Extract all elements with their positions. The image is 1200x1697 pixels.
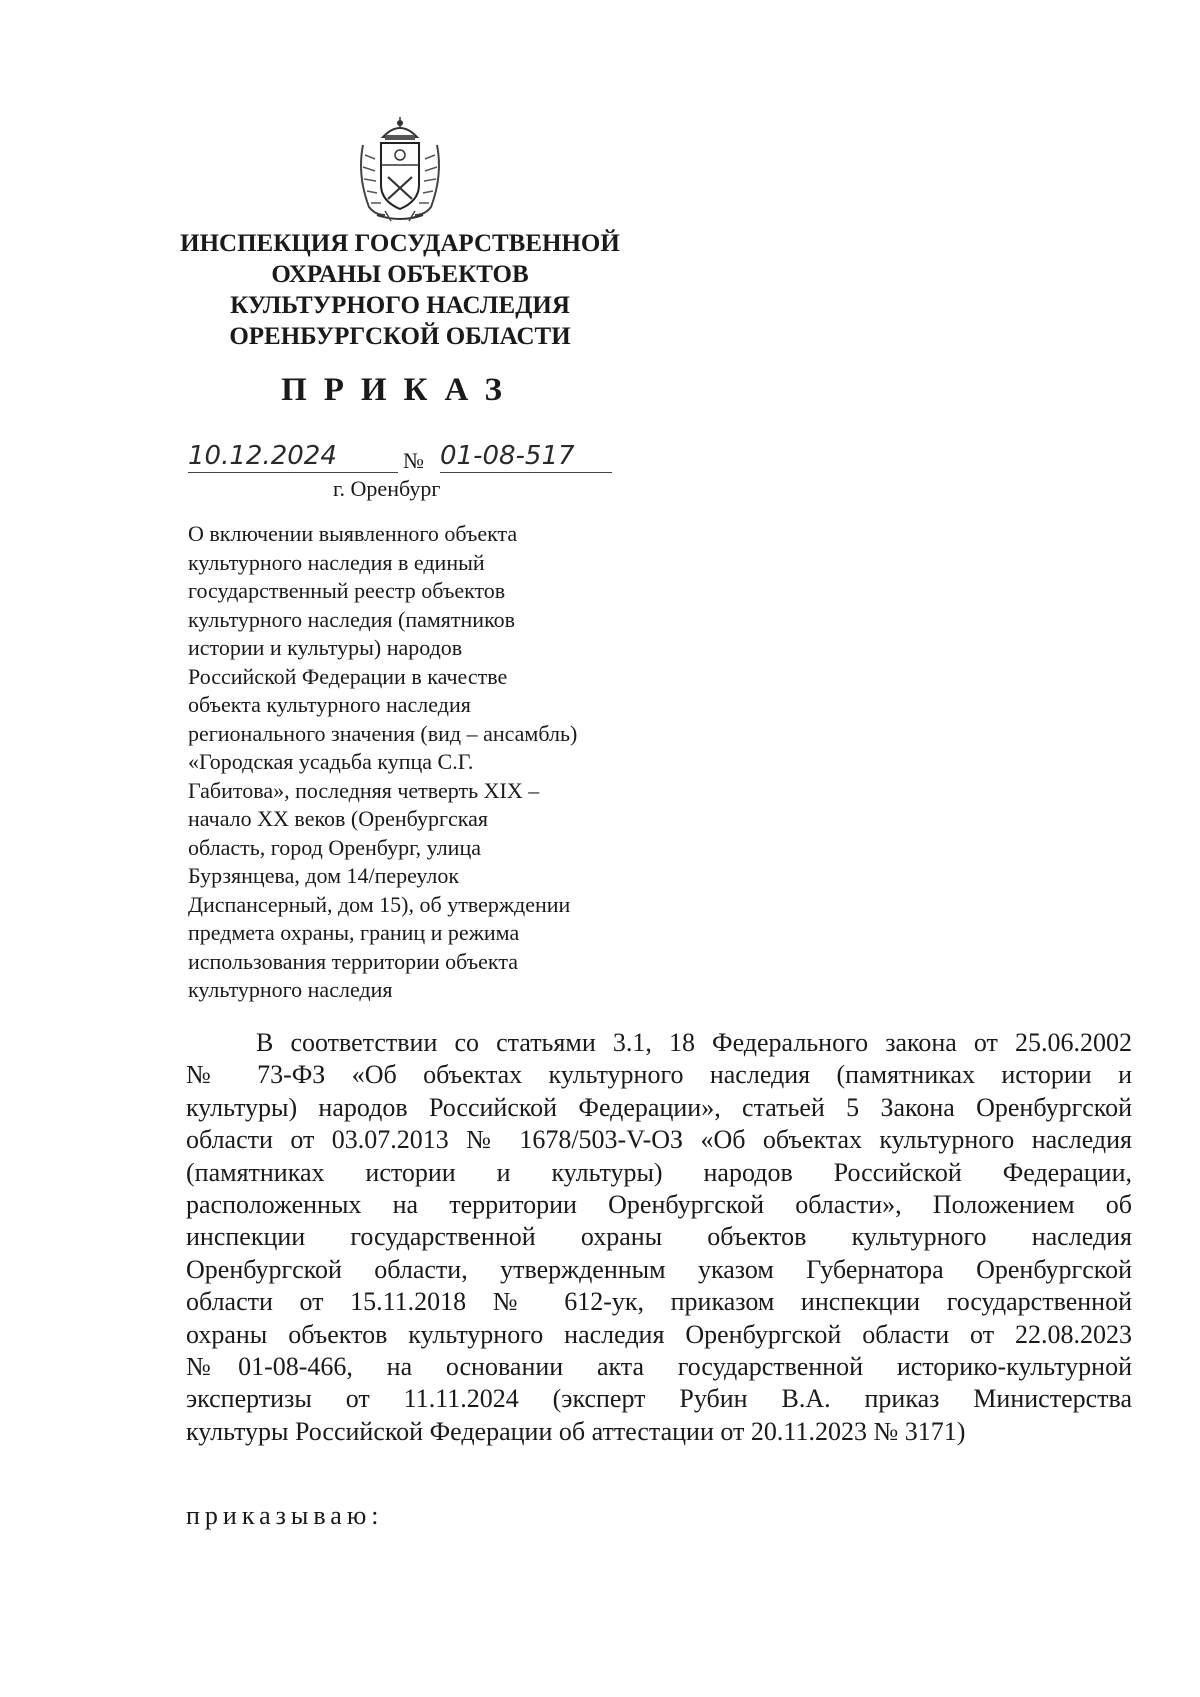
coat-of-arms-emblem [355, 115, 445, 223]
subject-line: государственный реестр объектов [188, 578, 506, 603]
subject-line: культурного наследия [188, 977, 393, 1002]
preamble-line: Оренбургской области, утвержденным указом Губернатора Оренбургской [186, 1254, 1132, 1284]
preamble-paragraph [186, 1027, 1132, 1448]
preamble-line: области от 15.11.2018 № 612-ук, приказом инспекции государственной [186, 1287, 1132, 1317]
subject-line: культурного наследия (памятников [188, 606, 516, 632]
preamble-line: № 73-ФЗ «Об объектах культурного наследия (памятниках истории и [186, 1060, 1132, 1090]
preamble-line: области от 03.07.2013 № 1678/503-V-ОЗ «Об объектах культурного наследия [186, 1125, 1132, 1155]
subject-line: О включении выявленного объекта [188, 521, 518, 546]
organization-line: ОХРАНЫ ОБЪЕКТОВ [271, 261, 529, 288]
subject-line: начало XX веков (Оренбургская [188, 806, 489, 831]
subject-line: Диспансерный, дом 15), об утверждении [188, 891, 571, 917]
preamble-line: инспекции государственной охраны объектов культурного наследия [186, 1222, 1132, 1252]
city-line: г. Оренбург [333, 476, 441, 501]
subject-line: Бурзянцева, дом 14/переулок [188, 863, 460, 888]
subject-line: истории и культуры) народов [188, 635, 463, 660]
subject-line: предмета охраны, границ и режима [188, 920, 520, 945]
order-subject [188, 520, 638, 1005]
organization-line: ИНСПЕКЦИЯ ГОСУДАРСТВЕННОЙ [180, 230, 620, 257]
subject-line: культурного наследия в единый [188, 549, 485, 575]
preamble-line: культуры) народов Российской Федерации», статьей 5 Закона Оренбургской [186, 1092, 1132, 1122]
subject-line: объекта культурного наследия [188, 692, 471, 717]
number-sign: № [403, 448, 424, 473]
preamble-line: №01-08-466, на основании акта государственной историко-культурной [186, 1352, 1132, 1382]
order-date: 10.12.2024 [188, 440, 398, 473]
subject-line: Габитова», последняя четверть XIX – [188, 777, 540, 803]
preamble-line: охраны объектов культурного наследия Оренбургской области от 22.08.2023 [186, 1319, 1132, 1349]
order-directive: приказываю: [186, 1501, 384, 1530]
preamble-line: В соответствии со статьями 3.1, 18 Федерального закона от 25.06.2002 [256, 1028, 1132, 1057]
subject-line: область, город Оренбург, улица [188, 834, 481, 860]
preamble-line: экспертизы от 11.11.2024 (эксперт Рубин В.А. приказ Министерства [186, 1384, 1132, 1414]
organization-line: ОРЕНБУРГСКОЙ ОБЛАСТИ [229, 323, 571, 350]
order-number: 01-08-517 [440, 440, 612, 473]
preamble-line: расположенных на территории Оренбургской области», Положением об [186, 1190, 1132, 1220]
preamble-line: (памятниках истории и культуры) народов Российской Федерации, [186, 1157, 1132, 1187]
organization-line: КУЛЬТУРНОГО НАСЛЕДИЯ [230, 292, 570, 319]
organization-name [180, 228, 620, 352]
subject-line: «Городская усадьба купца С.Г. [188, 749, 474, 774]
subject-line: Российской Федерации в качестве [188, 663, 508, 689]
subject-line: использования территории объекта [188, 948, 518, 974]
subject-line: регионального значения (вид – ансамбль) [188, 720, 578, 746]
document-type-title: ПРИКАЗ [281, 372, 519, 408]
preamble-line: культуры Российской Федерации об аттестации от 20.11.2023 № 3171) [186, 1416, 966, 1446]
